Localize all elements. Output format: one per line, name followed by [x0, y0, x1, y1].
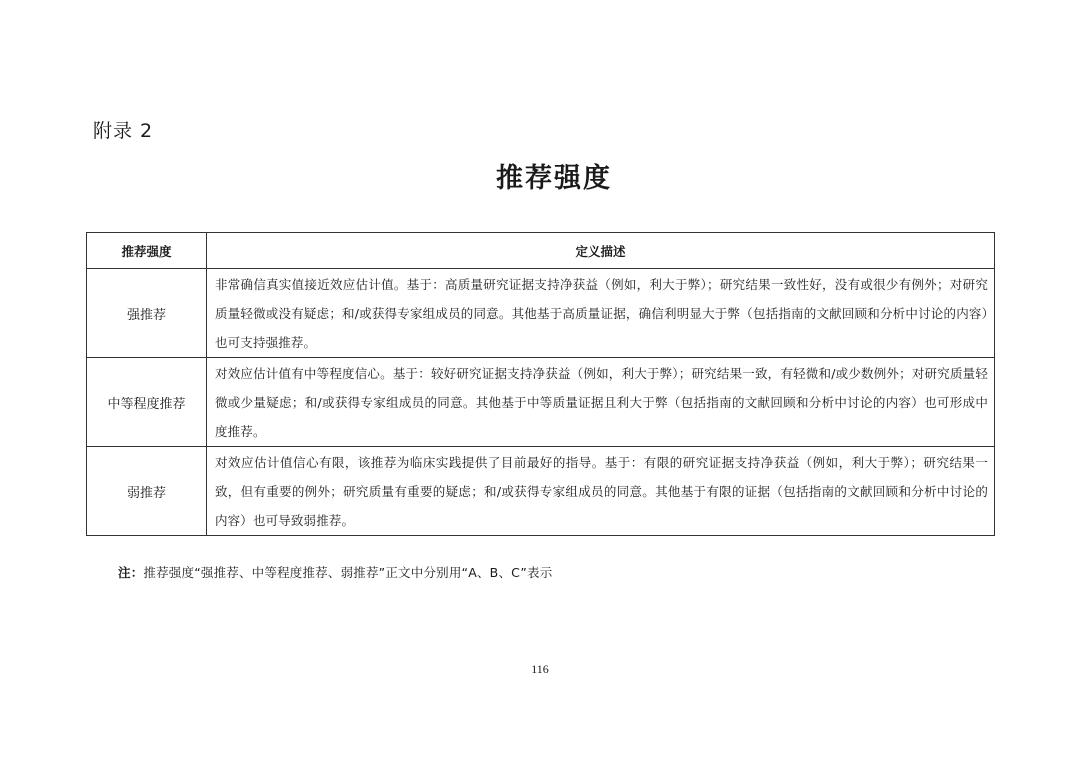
definition-cell: 非常确信真实值接近效应估计值。基于：高质量研究证据支持净获益（例如，利大于弊）；研究结果一致性好，没有或很少有例外；对研究质量轻微或没有疑虑；和/或获得专家组成员的同意。其他基于高质量证据，确信利明显大于弊（包括指南的文献回顾和分析中讨论的内容）也可支持强推荐。 [207, 269, 995, 358]
table-row [87, 358, 995, 447]
table-footnote [118, 563, 552, 581]
definition-cell: 对效应估计值信心有限，该推荐为临床实践提供了目前最好的指导。基于：有限的研究证据支持净获益（例如，利大于弊）；研究结果一致，但有重要的例外；研究质量有重要的疑虑；和/或获得专家组成员的同意。其他基于有限的证据（包括指南的文献回顾和分析中讨论的内容）也可导致弱推荐。 [207, 447, 995, 536]
table-header-row [87, 233, 995, 269]
definition-cell: 对效应估计值有中等程度信心。基于：较好研究证据支持净获益（例如，利大于弊）；研究结果一致，有轻微和/或少数例外；对研究质量轻微或少量疑虑；和/或获得专家组成员的同意。其他基于中等质量证据且利大于弊（包括指南的文献回顾和分析中讨论的内容）也可形成中度推荐。 [207, 358, 995, 447]
table-row [87, 447, 995, 536]
strength-cell: 中等程度推荐 [87, 358, 207, 447]
recommendation-strength-table [86, 232, 995, 536]
footnote-label: 注： [118, 565, 144, 580]
page-title: 推荐强度 [496, 163, 612, 194]
header-strength: 推荐强度 [87, 233, 207, 269]
appendix-label: 附录 2 [93, 120, 154, 142]
strength-cell: 弱推荐 [87, 447, 207, 536]
header-definition: 定义描述 [207, 233, 995, 269]
page-number: 116 [531, 662, 549, 676]
strength-cell: 强推荐 [87, 269, 207, 358]
table-row [87, 269, 995, 358]
footnote-text: 推荐强度“强推荐、中等程度推荐、弱推荐”正文中分别用“A、B、C”表示 [143, 565, 553, 580]
